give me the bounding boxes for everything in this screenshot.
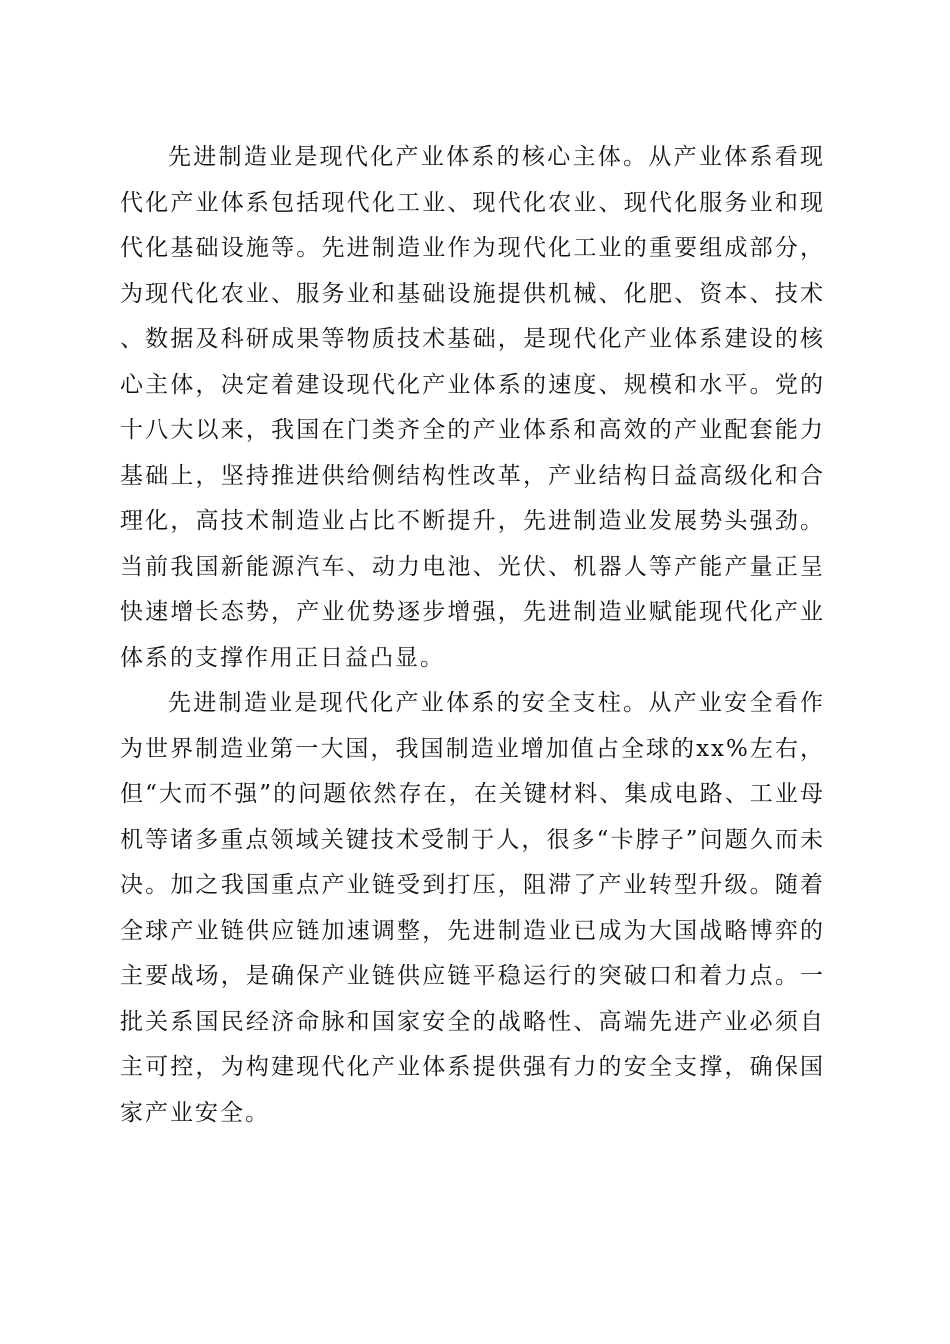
document-page — [120, 135, 825, 1136]
paragraph-security-pillar: 先进制造业是现代化产业体系的安全支柱。从产业安全看作为世界制造业第一大国，我国制造业增加值占全球的xx%左右，但“大而不强”的问题依然存在，在关键材料、集成电路、工业母机等诸多重点领域关键技术受制于人，很多“卡脖子”问题久而未决。加之我国重点产业链受到打压，阻滞了产业转型升级。随着全球产业链供应链加速调整，先进制造业已成为大国战略博弈的主要战场，是确保产业链供应链平稳运行的突破口和着力点。一批关系国民经济命脉和国家安全的战略性、高端先进产业必须自主可控，为构建现代化产业体系提供强有力的安全支撑，确保国家产业安全。 — [120, 690, 825, 1126]
paragraph-core-subject: 先进制造业是现代化产业体系的核心主体。从产业体系看现代化产业体系包括现代化工业、现代化农业、现代化服务业和现代化基础设施等。先进制造业作为现代化工业的重要组成部分，为现代化农业、服务业和基础设施提供机械、化肥、资本、技术、数据及科研成果等物质技术基础，是现代化产业体系建设的核心主体，决定着建设现代化产业体系的速度、规模和水平。党的十八大以来，我国在门类齐全的产业体系和高效的产业配套能力基础上，坚持推进供给侧结构性改革，产业结构日益高级化和合理化，高技术制造业占比不断提升，先进制造业发展势头强劲。当前我国新能源汽车、动力电池、光伏、机器人等产能产量正呈快速增长态势，产业优势逐步增强，先进制造业赋能现代化产业体系的支撑作用正日益凸显。 — [120, 144, 825, 671]
